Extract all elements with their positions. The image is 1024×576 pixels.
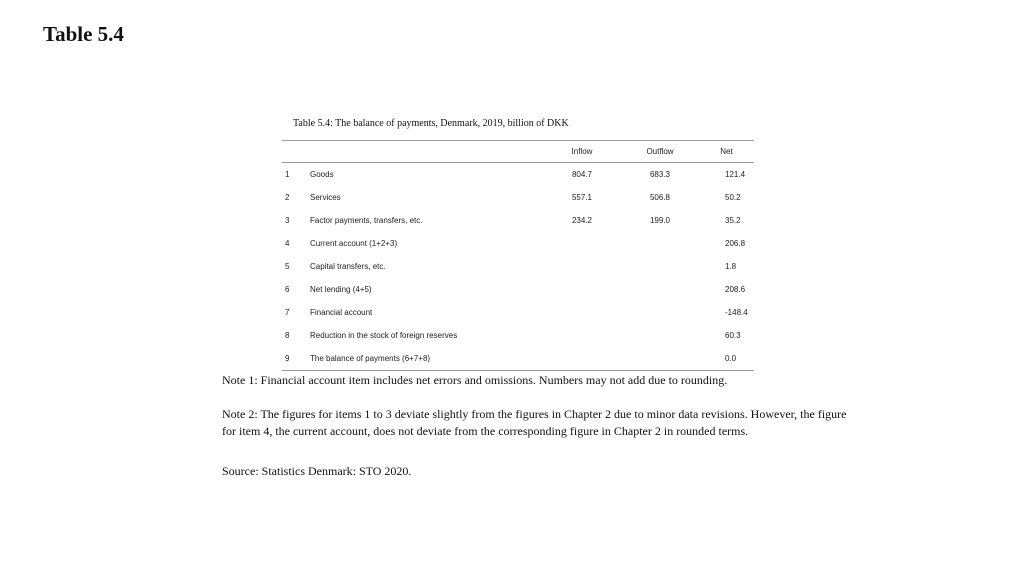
row-net: 121.4	[725, 170, 746, 179]
row-number: 6	[285, 285, 290, 294]
header-net: Net	[699, 141, 754, 163]
row-net: 1.8	[725, 262, 737, 271]
row-label: Financial account	[310, 308, 373, 317]
row-number: 5	[285, 262, 290, 271]
row-inflow: 804.7	[571, 170, 593, 179]
table-row	[282, 255, 754, 278]
source-note: Source: Statistics Denmark: STO 2020.	[222, 464, 412, 478]
row-net: 50.2	[725, 193, 741, 202]
table-row	[282, 324, 754, 347]
row-outflow: 506.8	[649, 193, 671, 202]
header-label	[309, 141, 543, 163]
row-net: 0.0	[699, 347, 754, 371]
table-row	[282, 278, 754, 301]
row-label: Capital transfers, etc.	[310, 262, 386, 271]
row-number: 3	[285, 216, 290, 225]
table-caption: Table 5.4: The balance of payments, Denmark, 2019, billion of DKK	[293, 118, 569, 129]
row-number: 1	[285, 170, 290, 179]
row-net: 208.6	[725, 285, 746, 294]
row-inflow	[543, 347, 621, 371]
row-number: 7	[285, 308, 290, 317]
row-inflow	[543, 324, 621, 347]
row-net: 60.3	[725, 331, 741, 340]
row-outflow: 683.3	[649, 170, 671, 179]
row-outflow	[621, 232, 699, 255]
row-inflow	[543, 232, 621, 255]
row-label: Net lending (4+5)	[310, 285, 372, 294]
row-inflow: 557.1	[571, 193, 593, 202]
row-label: The balance of payments (6+7+8)	[309, 347, 543, 371]
row-label: Goods	[310, 170, 334, 179]
row-number: 9	[282, 347, 309, 371]
note-1: Note 1: Financial account item includes net errors and omissions. Numbers may not add due to rounding.	[222, 373, 728, 387]
row-net: -148.4	[725, 308, 748, 317]
table-row	[282, 186, 754, 209]
row-net: 35.2	[725, 216, 741, 225]
table-row	[282, 163, 754, 187]
row-label: Reduction in the stock of foreign reserves	[310, 331, 458, 340]
row-inflow	[543, 278, 621, 301]
row-outflow	[621, 255, 699, 278]
row-number: 8	[285, 331, 290, 340]
note-2: Note 2: The figures for items 1 to 3 deviate slightly from the figures in Chapter 2 due to minor data revisions. However, the figure for item 4, the current account, does not deviate from the corresponding figure in Chapter 2 in rounded terms.	[222, 407, 847, 438]
row-outflow	[621, 301, 699, 324]
table-row	[282, 232, 754, 255]
row-number: 2	[285, 193, 290, 202]
row-outflow	[621, 324, 699, 347]
header-outflow: Outflow	[621, 141, 699, 163]
row-outflow: 199.0	[649, 216, 671, 225]
header-num	[282, 141, 309, 163]
row-inflow	[543, 255, 621, 278]
table-row	[282, 209, 754, 232]
row-outflow	[621, 347, 699, 371]
balance-of-payments-table	[282, 140, 754, 371]
row-label: Factor payments, transfers, etc.	[310, 216, 423, 225]
row-inflow	[543, 301, 621, 324]
table-header-row	[282, 141, 754, 163]
row-net: 206.8	[725, 239, 746, 248]
row-label: Services	[310, 193, 341, 202]
table-row	[282, 347, 754, 371]
slide-title: Table 5.4	[43, 22, 124, 46]
row-inflow: 234.2	[571, 216, 593, 225]
row-number: 4	[285, 239, 290, 248]
header-inflow: Inflow	[543, 141, 621, 163]
table-row	[282, 301, 754, 324]
row-outflow	[621, 278, 699, 301]
row-label: Current account (1+2+3)	[310, 239, 398, 248]
